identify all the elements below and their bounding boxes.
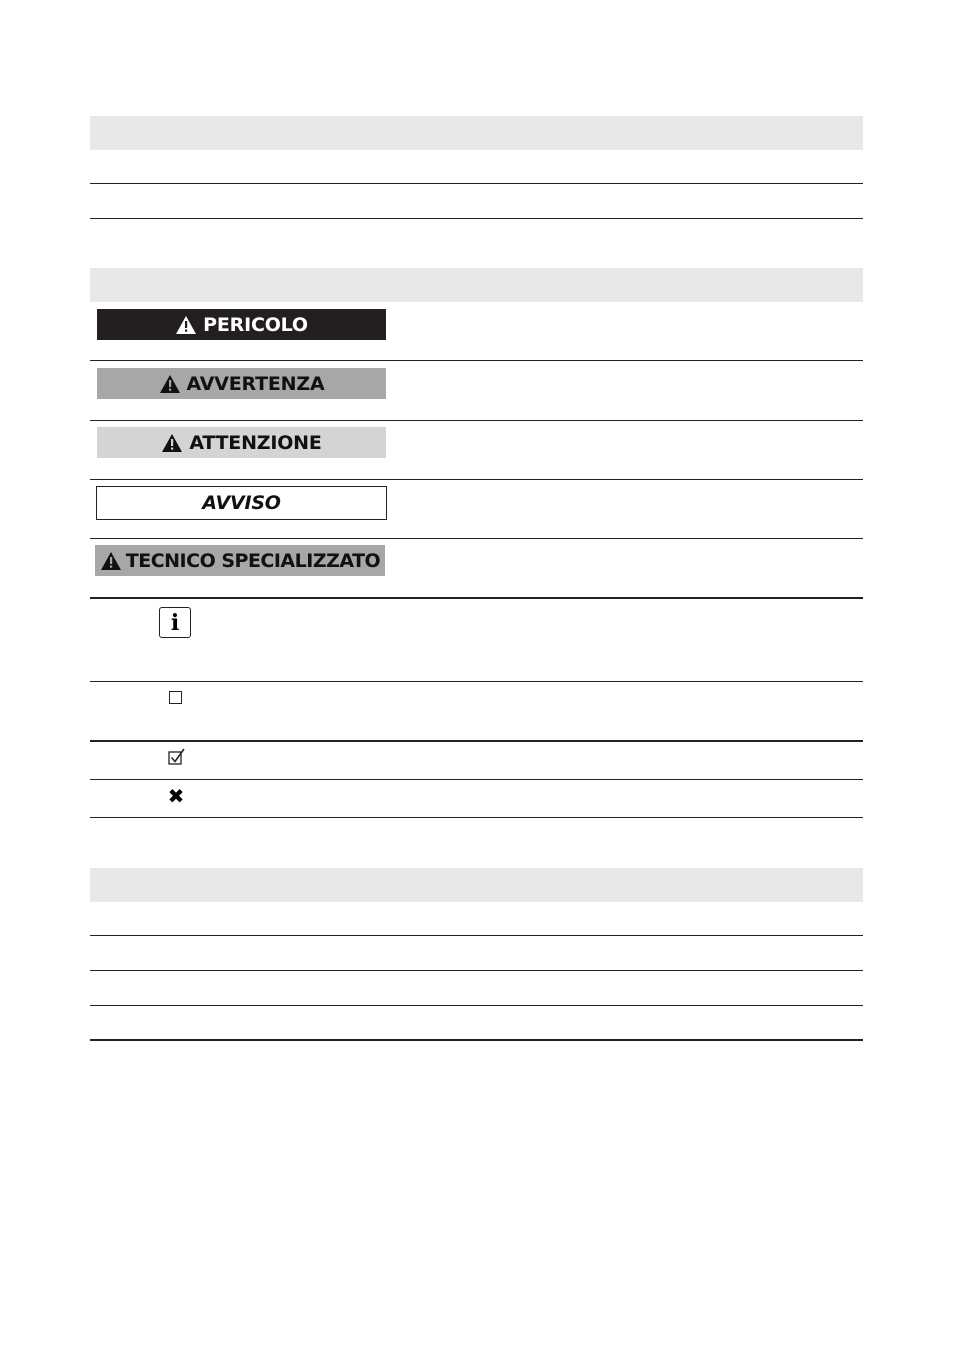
table-2-row-divider [90, 597, 863, 599]
table-2-row-divider [90, 779, 863, 780]
table-3-bottom-rule [90, 1039, 863, 1041]
table-2-row-divider [90, 681, 863, 682]
warning-sign [97, 368, 386, 399]
table-3-row-divider [90, 935, 863, 936]
info-glyph: i [170, 609, 180, 636]
table-2-row-divider [90, 420, 863, 421]
checked-box-icon [168, 748, 186, 766]
table-2-row-divider [90, 740, 863, 742]
table-2-row-divider [90, 479, 863, 480]
table-3-row-divider [90, 970, 863, 971]
danger-sign [97, 309, 386, 340]
table-3-header-band [90, 868, 863, 902]
empty-checkbox-icon [169, 691, 182, 704]
table-2-bottom-rule [90, 817, 863, 818]
table-1-header-band [90, 116, 863, 150]
cross-icon [166, 786, 186, 806]
cross-glyph: ✖ [167, 784, 185, 808]
table-2-row-divider [90, 538, 863, 539]
table-3-row-divider [90, 1005, 863, 1006]
qualified-person-sign [95, 545, 385, 576]
qualified-person-label: TECNICO SPECIALIZZATO [125, 549, 381, 572]
notice-sign [96, 486, 387, 520]
caution-sign [97, 427, 386, 458]
warning-label: AVVERTENZA [186, 372, 325, 395]
warning-triangle-icon [100, 551, 122, 571]
caution-label: ATTENZIONE [189, 431, 322, 454]
warning-triangle-icon [159, 374, 181, 394]
danger-label: PERICOLO [203, 313, 308, 336]
warning-triangle-icon [175, 315, 197, 335]
table-2-header-band [90, 268, 863, 302]
info-icon [159, 607, 191, 638]
warning-triangle-icon [161, 433, 183, 453]
notice-label: AVVISO [202, 492, 281, 514]
table-1-row-divider [90, 183, 863, 184]
table-1-bottom-rule [90, 218, 863, 219]
table-2-row-divider [90, 360, 863, 361]
